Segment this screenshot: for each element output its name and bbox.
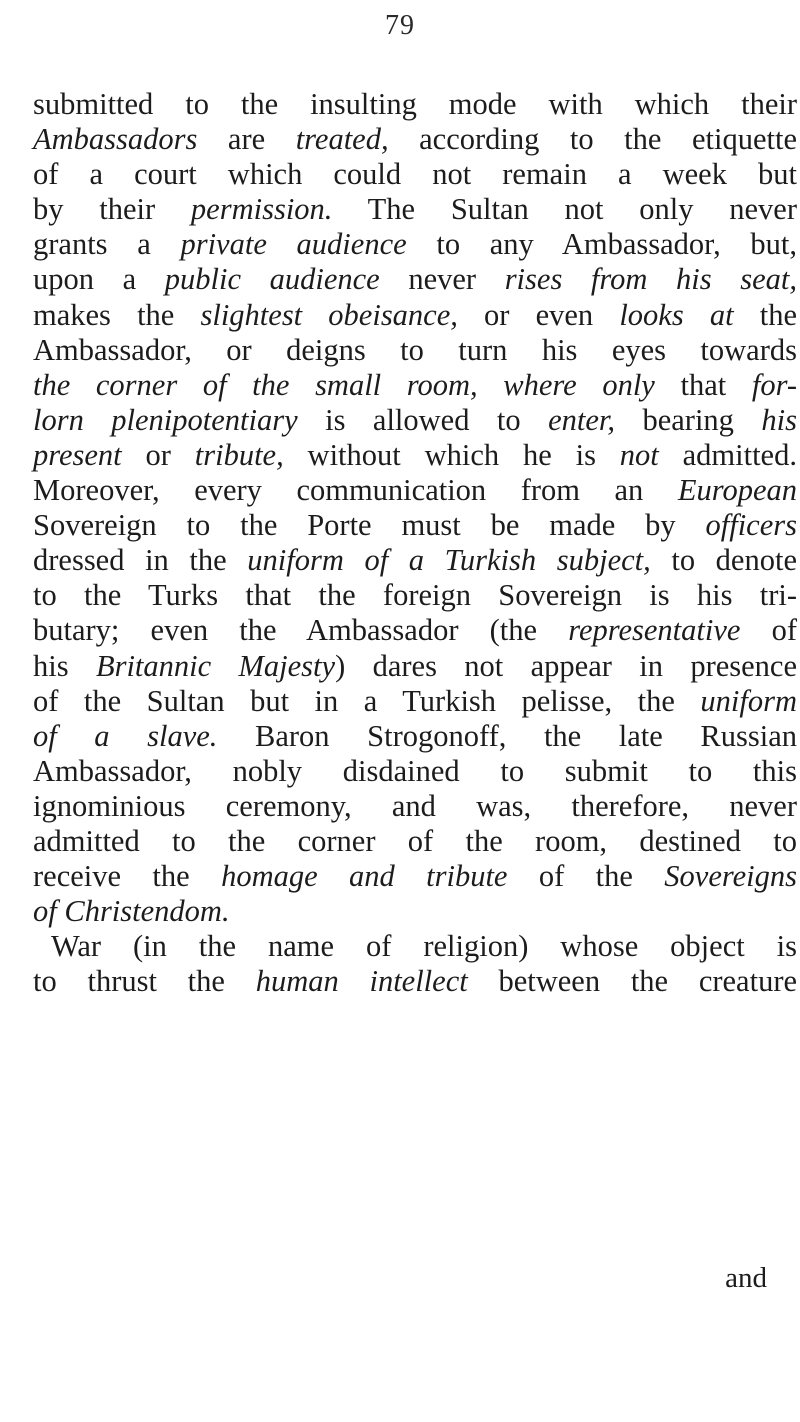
text-run: butary; even the Ambassador (the bbox=[33, 613, 569, 648]
italic-text: slightest obeisance, bbox=[200, 297, 458, 332]
text-run: ignominious ceremony, and was, therefore, never bbox=[33, 788, 797, 823]
italic-text: officers bbox=[705, 508, 797, 543]
text-run: or even bbox=[457, 297, 620, 332]
italic-text: uniform of a Turkish subject, bbox=[247, 543, 651, 578]
text-run: his bbox=[33, 648, 96, 683]
text-run: that bbox=[654, 367, 752, 402]
text-line bbox=[33, 403, 797, 438]
text-run: by their bbox=[33, 192, 191, 227]
text-run: Ambassador, or deigns to turn his eyes towards bbox=[33, 332, 797, 367]
text-run: according to the etiquette bbox=[388, 122, 797, 157]
text-run: are bbox=[197, 122, 296, 157]
italic-text: human intellect bbox=[255, 964, 468, 999]
text-line bbox=[33, 754, 797, 789]
text-line bbox=[33, 122, 797, 157]
text-run: the bbox=[733, 297, 798, 332]
text-run: dressed in the bbox=[33, 543, 248, 578]
text-run: Ambassador, nobly disdained to submit to this bbox=[33, 753, 797, 788]
italic-text: private audience bbox=[180, 227, 407, 262]
text-run: of a court which could not remain a week but bbox=[33, 157, 797, 192]
text-run: admitted to the corner of the room, destined to bbox=[33, 823, 797, 858]
text-line bbox=[33, 719, 797, 754]
text-run: to denote bbox=[650, 543, 797, 578]
text-run: of the Sultan but in a Turkish pelisse, the bbox=[33, 683, 701, 718]
text-run: of bbox=[740, 613, 797, 648]
text-run: never bbox=[379, 262, 505, 297]
text-run: War (in the name of religion) whose object is bbox=[51, 929, 797, 964]
text-run: receive the bbox=[33, 859, 222, 894]
italic-text: treated, bbox=[295, 122, 389, 157]
italic-text: Britannic Majesty bbox=[95, 648, 336, 683]
text-run: or bbox=[121, 437, 195, 472]
body-text bbox=[33, 87, 797, 999]
text-line bbox=[33, 929, 797, 964]
text-run: to any Ambassador, but, bbox=[406, 227, 797, 262]
text-line bbox=[33, 649, 797, 684]
text-run: Sovereign to the Porte must be made by bbox=[33, 508, 706, 543]
text-run: to the Turks that the foreign Sovereign is his tri- bbox=[33, 578, 797, 613]
italic-text: for- bbox=[751, 367, 797, 402]
italic-text: of Christendom. bbox=[33, 894, 230, 929]
text-line bbox=[33, 894, 797, 929]
italic-text: not bbox=[619, 437, 659, 472]
text-line bbox=[33, 333, 797, 368]
italic-text: tribute, bbox=[194, 437, 284, 472]
catchword: and bbox=[725, 1262, 767, 1294]
text-run: without which he is bbox=[283, 437, 620, 472]
text-line bbox=[33, 824, 797, 859]
text-run: submitted to the insulting mode with which their bbox=[33, 87, 797, 121]
text-line bbox=[33, 262, 797, 297]
italic-text: permission. bbox=[190, 192, 333, 227]
text-line bbox=[33, 964, 797, 999]
italic-text: rises from his seat, bbox=[504, 262, 797, 297]
text-run: is allowed to bbox=[297, 402, 549, 437]
text-line bbox=[33, 684, 797, 719]
italic-text: public audience bbox=[164, 262, 380, 297]
italic-text: uniform bbox=[700, 683, 797, 718]
italic-text: enter, bbox=[548, 402, 616, 437]
page-number: 79 bbox=[385, 10, 415, 41]
text-line bbox=[33, 789, 797, 824]
text-line bbox=[33, 368, 797, 403]
text-line bbox=[33, 578, 797, 613]
text-run: of the bbox=[507, 859, 665, 894]
italic-text: Ambassadors bbox=[33, 122, 198, 157]
text-run: bearing bbox=[615, 402, 762, 437]
italic-text: Sovereigns bbox=[664, 859, 797, 894]
text-line bbox=[33, 87, 797, 122]
text-line bbox=[33, 613, 797, 648]
text-line bbox=[33, 227, 797, 262]
text-line bbox=[33, 473, 797, 508]
italic-text: representative bbox=[568, 613, 741, 648]
text-run: grants a bbox=[33, 227, 181, 262]
text-run: makes the bbox=[33, 297, 201, 332]
text-line bbox=[33, 859, 797, 894]
text-line bbox=[33, 438, 797, 473]
text-run: upon a bbox=[33, 262, 165, 297]
italic-text: of a slave. bbox=[33, 718, 218, 753]
text-run: The Sultan not only never bbox=[332, 192, 797, 227]
text-line bbox=[33, 298, 797, 333]
text-run: to thrust the bbox=[33, 964, 256, 999]
text-run: between the creature bbox=[467, 964, 798, 999]
text-run: admitted. bbox=[658, 437, 797, 472]
text-line bbox=[33, 157, 797, 192]
text-run: Baron Strogonoff, the late Russian bbox=[217, 718, 797, 753]
text-run: Moreover, every communication from an bbox=[33, 473, 678, 508]
italic-text: homage and tribute bbox=[221, 859, 508, 894]
italic-text: present bbox=[33, 437, 122, 472]
text-line bbox=[33, 192, 797, 227]
italic-text: European bbox=[677, 473, 797, 508]
text-line bbox=[33, 508, 797, 543]
italic-text: his bbox=[761, 402, 797, 437]
text-run: ) dares not appear in presence bbox=[335, 648, 798, 683]
italic-text: looks at bbox=[619, 297, 734, 332]
italic-text: lorn plenipotentiary bbox=[33, 402, 298, 437]
italic-text: the corner of the small room, where only bbox=[33, 367, 655, 402]
text-line bbox=[33, 543, 797, 578]
